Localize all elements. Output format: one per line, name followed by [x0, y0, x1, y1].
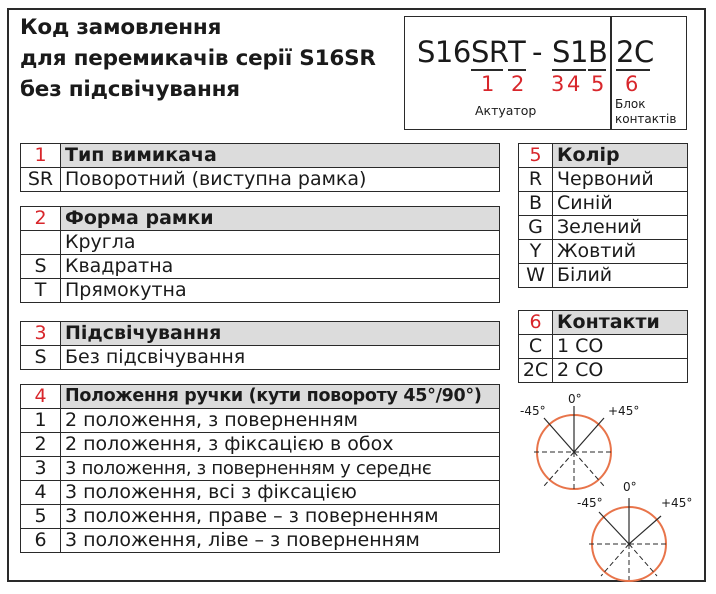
code-contacts: 2C [616, 35, 654, 69]
rotation-dial-icon [575, 480, 700, 582]
table-header [21, 207, 500, 231]
table-row [21, 255, 500, 279]
contact-block-label-line1: Блок [615, 97, 646, 111]
table-title: Положення ручки (кути повороту 45°/90°) [61, 385, 500, 409]
table-handle-position [20, 384, 500, 553]
title-line-1: Код замовлення [20, 15, 222, 40]
row-code: 1 [21, 409, 61, 433]
angle-label-left: -45° [520, 404, 546, 418]
row-text: Прямокутна [61, 279, 500, 303]
code-num-5: 5 [591, 72, 605, 96]
row-code: W [519, 264, 553, 288]
row-code: S [21, 255, 61, 279]
angle-label-left: -45° [577, 496, 603, 510]
row-text: Жовтий [553, 240, 688, 264]
row-text: 2 положення, з фіксацією в обох [61, 433, 500, 457]
table-row [519, 335, 688, 359]
underline-frame [508, 69, 526, 71]
table-title: Форма рамки [61, 207, 500, 231]
table-number: 2 [21, 207, 61, 231]
code-frame: T [508, 35, 526, 69]
row-code: 2C [519, 359, 553, 383]
table-row [21, 346, 500, 370]
row-code: 5 [21, 505, 61, 529]
contact-block-label [615, 97, 676, 127]
table-row [21, 279, 500, 303]
title-line-3: без підсвічування [20, 77, 240, 102]
table-number: 3 [21, 322, 61, 346]
code-type: SR [471, 35, 509, 69]
row-code: 4 [21, 481, 61, 505]
code-num-6: 6 [625, 72, 639, 96]
underline-color [588, 69, 606, 71]
code-num-4: 4 [567, 72, 581, 96]
code-series: S16 [417, 35, 471, 69]
title-line-2: для перемикачів серії S16SR [20, 46, 376, 71]
table-title: Тип вимикача [61, 144, 500, 168]
row-text: 1 CO [553, 335, 688, 359]
row-code: 6 [21, 529, 61, 553]
table-illumination [20, 321, 500, 370]
table-title: Контакти [553, 311, 688, 335]
underline-type [471, 69, 503, 71]
table-row [519, 264, 688, 288]
row-text: 2 CO [553, 359, 688, 383]
code-position: 1 [570, 35, 588, 69]
row-text: 2 положення, з поверненням [61, 409, 500, 433]
row-text: 3 положення, ліве – з поверненням [61, 529, 500, 553]
order-code-box [404, 16, 687, 130]
row-text: Зелений [553, 216, 688, 240]
table-row [21, 457, 500, 481]
table-row [21, 481, 500, 505]
angle-label-center: 0° [623, 480, 637, 494]
code-dash: - [532, 35, 542, 69]
row-text: 3 положення, з поверненням у середнє [61, 457, 500, 481]
row-code: 3 [21, 457, 61, 481]
table-header [519, 144, 688, 168]
code-illumination: S [552, 35, 570, 69]
table-row [519, 216, 688, 240]
row-code: S [21, 346, 61, 370]
table-header [519, 311, 688, 335]
table-row [21, 505, 500, 529]
underline-contacts [616, 69, 650, 71]
row-code: SR [21, 168, 61, 192]
row-text: Синій [553, 192, 688, 216]
table-row [519, 359, 688, 383]
underline-illumination-position [552, 69, 586, 71]
angle-label-center: 0° [568, 392, 582, 406]
table-header [21, 385, 500, 409]
rotation-diagram-1 [514, 392, 644, 492]
table-title: Колір [553, 144, 688, 168]
row-text: 3 положення, всі з фіксацією [61, 481, 500, 505]
row-text: 3 положення, праве – з поверненням [61, 505, 500, 529]
table-row [21, 231, 500, 255]
row-code: C [519, 335, 553, 359]
code-num-2: 2 [511, 72, 525, 96]
table-row [21, 433, 500, 457]
row-text: Поворотний (виступна рамка) [61, 168, 500, 192]
contact-block-label-line2: контактів [615, 112, 677, 126]
table-number: 5 [519, 144, 553, 168]
table-title: Підсвічування [61, 322, 500, 346]
table-number: 4 [21, 385, 61, 409]
actuator-label: Актуатор [475, 103, 537, 118]
angle-label-right: +45° [608, 404, 640, 418]
table-header [21, 322, 500, 346]
table-row [21, 529, 500, 553]
row-text: Червоний [553, 168, 688, 192]
table-row [21, 409, 500, 433]
code-divider [610, 17, 612, 129]
row-code: Y [519, 240, 553, 264]
table-header [21, 144, 500, 168]
row-code: 2 [21, 433, 61, 457]
code-num-3: 3 [551, 72, 565, 96]
row-code: B [519, 192, 553, 216]
table-row [519, 240, 688, 264]
row-code [21, 231, 61, 255]
table-number: 6 [519, 311, 553, 335]
row-text: Кругла [61, 231, 500, 255]
code-color: B [588, 35, 608, 69]
page-title [20, 12, 376, 105]
row-code: G [519, 216, 553, 240]
table-color [518, 143, 688, 288]
table-number: 1 [21, 144, 61, 168]
rotation-diagram-2 [575, 480, 700, 582]
row-code: T [21, 279, 61, 303]
table-frame-shape [20, 206, 500, 303]
table-switch-type [20, 143, 500, 192]
angle-label-right: +45° [661, 496, 693, 510]
table-row [21, 168, 500, 192]
row-text: Квадратна [61, 255, 500, 279]
table-row [519, 168, 688, 192]
row-text: Без підсвічування [61, 346, 500, 370]
code-num-1: 1 [481, 72, 495, 96]
rotation-dial-icon [514, 392, 644, 492]
row-code: R [519, 168, 553, 192]
row-text: Білий [553, 264, 688, 288]
table-row [519, 192, 688, 216]
table-contacts [518, 310, 688, 383]
